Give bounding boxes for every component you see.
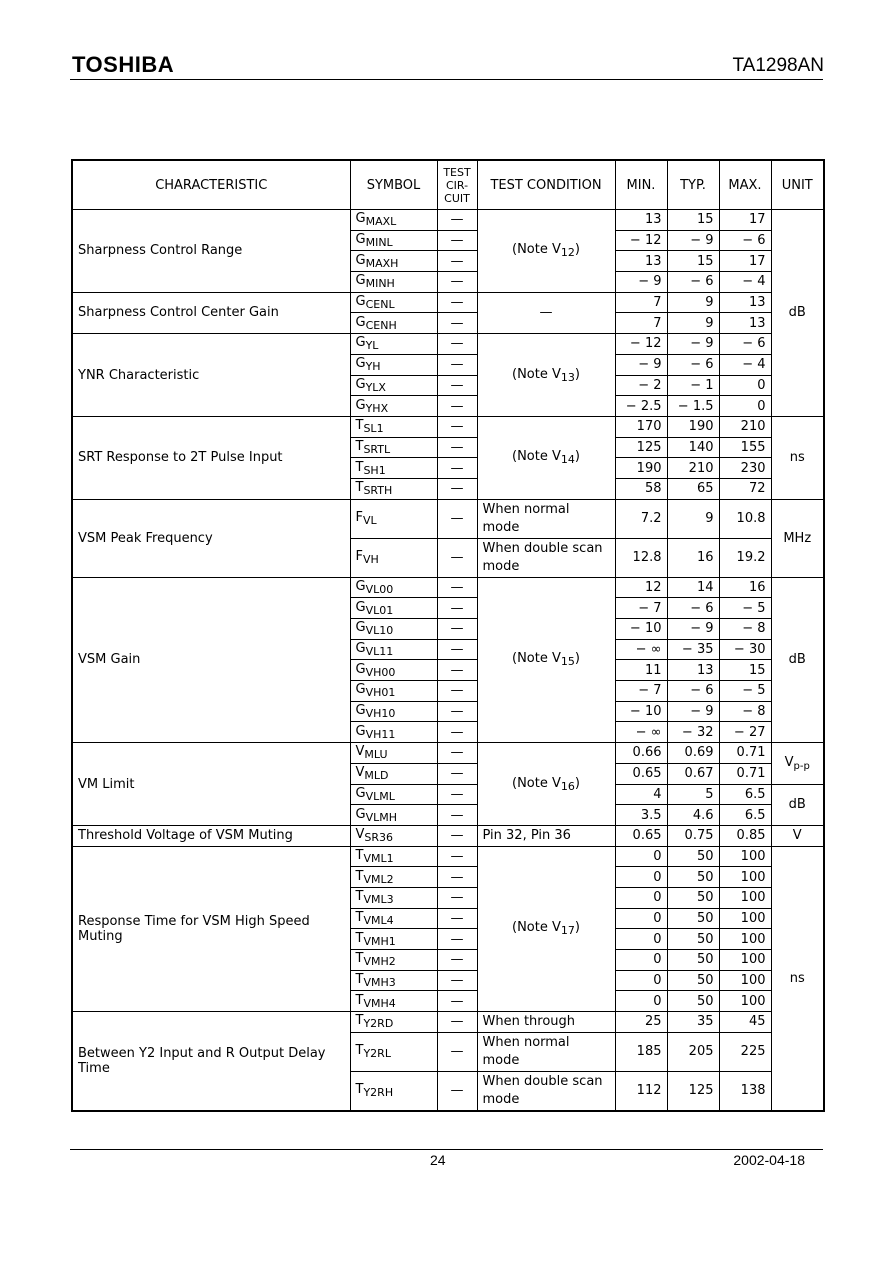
characteristic-cell: Response Time for VSM High Speed Muting <box>72 846 350 1012</box>
max-value: 225 <box>719 1032 771 1071</box>
characteristic-cell: Between Y2 Input and R Output Delay Time <box>72 1012 350 1111</box>
test-circuit-cell: — <box>437 375 477 396</box>
max-value: 100 <box>719 867 771 888</box>
symbol-cell: $T_{VMH2}$ <box>350 950 437 971</box>
typ-value: 140 <box>667 437 719 458</box>
typ-value: − 9 <box>667 701 719 722</box>
col-test-condition: TEST CONDITION <box>477 160 615 210</box>
symbol-cell: $T_{Y2RH}$ <box>350 1071 437 1111</box>
symbol-cell: $T_{SRTH}$ <box>350 478 437 499</box>
typ-value: 5 <box>667 784 719 805</box>
typ-value: − 1.5 <box>667 396 719 417</box>
min-value: 0 <box>615 846 667 867</box>
test-condition-cell: When normal mode <box>477 499 615 538</box>
max-value: 17 <box>719 210 771 231</box>
typ-value: − 6 <box>667 354 719 375</box>
test-circuit-cell: — <box>437 334 477 355</box>
typ-value: 125 <box>667 1071 719 1111</box>
test-circuit-cell: — <box>437 805 477 826</box>
max-value: 0.71 <box>719 763 771 784</box>
symbol-cell: $F_{VH}$ <box>350 538 437 577</box>
symbol-cell: $T_{VML4}$ <box>350 908 437 929</box>
max-value: 19.2 <box>719 538 771 577</box>
typ-value: 14 <box>667 577 719 598</box>
symbol-cell: $V_{SR36}$ <box>350 825 437 846</box>
test-circuit-cell: — <box>437 1032 477 1071</box>
table-row <box>72 334 824 355</box>
symbol-cell: $T_{SH1}$ <box>350 458 437 479</box>
min-value: 12 <box>615 577 667 598</box>
table-row <box>72 846 824 867</box>
test-condition-cell: When through <box>477 1012 615 1033</box>
typ-value: 4.6 <box>667 805 719 826</box>
characteristic-cell: VSM Gain <box>72 577 350 743</box>
symbol-cell: $G_{VH01}$ <box>350 681 437 702</box>
col-characteristic: CHARACTERISTIC <box>72 160 350 210</box>
min-value: 11 <box>615 660 667 681</box>
table-row <box>72 499 824 538</box>
symbol-cell: $G_{VH11}$ <box>350 722 437 743</box>
table-header-row <box>72 160 824 210</box>
test-circuit-cell: — <box>437 639 477 660</box>
max-value: 6.5 <box>719 784 771 805</box>
min-value: 0 <box>615 887 667 908</box>
symbol-cell: $T_{VMH3}$ <box>350 970 437 991</box>
test-circuit-cell: — <box>437 763 477 784</box>
table-row <box>72 416 824 437</box>
unit-cell: MHz <box>771 499 824 577</box>
min-value: − 2.5 <box>615 396 667 417</box>
typ-value: 50 <box>667 867 719 888</box>
max-value: 17 <box>719 251 771 272</box>
max-value: 0.71 <box>719 743 771 764</box>
min-value: − 12 <box>615 230 667 251</box>
test-circuit-cell: — <box>437 681 477 702</box>
test-condition-cell: (Note $V_{15}$) <box>477 577 615 743</box>
unit-cell: dB <box>771 577 824 743</box>
max-value: − 30 <box>719 639 771 660</box>
min-value: 185 <box>615 1032 667 1071</box>
typ-value: 50 <box>667 950 719 971</box>
min-value: 112 <box>615 1071 667 1111</box>
min-value: − 2 <box>615 375 667 396</box>
test-condition-cell: (Note $V_{13}$) <box>477 334 615 417</box>
max-value: − 5 <box>719 681 771 702</box>
typ-value: 0.67 <box>667 763 719 784</box>
test-circuit-cell: — <box>437 354 477 375</box>
unit-cell: V <box>771 825 824 846</box>
symbol-cell: $T_{VML3}$ <box>350 887 437 908</box>
max-value: 45 <box>719 1012 771 1033</box>
typ-value: 9 <box>667 292 719 313</box>
table-row <box>72 1012 824 1033</box>
typ-value: 50 <box>667 887 719 908</box>
min-value: − ∞ <box>615 639 667 660</box>
max-value: 100 <box>719 991 771 1012</box>
max-value: 100 <box>719 950 771 971</box>
min-value: 13 <box>615 251 667 272</box>
test-circuit-cell: — <box>437 970 477 991</box>
typ-value: 0.69 <box>667 743 719 764</box>
table-body <box>72 210 824 1111</box>
typ-value: 50 <box>667 908 719 929</box>
unit-cell: dB <box>771 784 824 825</box>
typ-value: − 32 <box>667 722 719 743</box>
test-circuit-cell: — <box>437 660 477 681</box>
col-max: MAX. <box>719 160 771 210</box>
test-circuit-cell: — <box>437 313 477 334</box>
max-value: 6.5 <box>719 805 771 826</box>
max-value: 0.85 <box>719 825 771 846</box>
max-value: 210 <box>719 416 771 437</box>
unit-cell: ns <box>771 416 824 499</box>
typ-value: 50 <box>667 991 719 1012</box>
min-value: − 7 <box>615 598 667 619</box>
footer-rule <box>70 1149 823 1150</box>
test-circuit-cell: — <box>437 887 477 908</box>
min-value: 0 <box>615 970 667 991</box>
test-condition-cell: (Note $V_{16}$) <box>477 743 615 826</box>
max-value: 230 <box>719 458 771 479</box>
symbol-cell: $T_{VML1}$ <box>350 846 437 867</box>
test-circuit-cell: — <box>437 598 477 619</box>
min-value: 58 <box>615 478 667 499</box>
col-unit: UNIT <box>771 160 824 210</box>
test-circuit-cell: — <box>437 416 477 437</box>
symbol-cell: $G_{MINH}$ <box>350 272 437 293</box>
table-row <box>72 577 824 598</box>
test-circuit-cell: — <box>437 991 477 1012</box>
typ-value: 210 <box>667 458 719 479</box>
characteristic-cell: VM Limit <box>72 743 350 826</box>
min-value: 12.8 <box>615 538 667 577</box>
characteristic-cell: Sharpness Control Center Gain <box>72 292 350 333</box>
max-value: 100 <box>719 887 771 908</box>
unit-cell: $V_{p-p}$ <box>771 743 824 784</box>
min-value: 125 <box>615 437 667 458</box>
symbol-cell: $T_{SL1}$ <box>350 416 437 437</box>
max-value: 100 <box>719 846 771 867</box>
min-value: − 12 <box>615 334 667 355</box>
symbol-cell: $T_{VMH4}$ <box>350 991 437 1012</box>
test-condition-cell: Pin 32, Pin 36 <box>477 825 615 846</box>
min-value: 3.5 <box>615 805 667 826</box>
max-value: 15 <box>719 660 771 681</box>
typ-value: − 9 <box>667 619 719 640</box>
test-circuit-cell: — <box>437 396 477 417</box>
max-value: 100 <box>719 908 771 929</box>
test-circuit-cell: — <box>437 929 477 950</box>
symbol-cell: $G_{YHX}$ <box>350 396 437 417</box>
typ-value: 50 <box>667 846 719 867</box>
unit-cell: ns <box>771 846 824 1111</box>
typ-value: 9 <box>667 499 719 538</box>
max-value: 0 <box>719 375 771 396</box>
min-value: 0 <box>615 950 667 971</box>
test-circuit-cell: — <box>437 846 477 867</box>
symbol-cell: $T_{VML2}$ <box>350 867 437 888</box>
table-row <box>72 743 824 764</box>
test-circuit-cell: — <box>437 272 477 293</box>
typ-value: − 6 <box>667 272 719 293</box>
test-circuit-cell: — <box>437 251 477 272</box>
test-circuit-cell: — <box>437 478 477 499</box>
symbol-cell: $G_{MINL}$ <box>350 230 437 251</box>
max-value: − 4 <box>719 272 771 293</box>
symbol-cell: $T_{Y2RD}$ <box>350 1012 437 1033</box>
max-value: 16 <box>719 577 771 598</box>
min-value: 190 <box>615 458 667 479</box>
symbol-cell: $G_{VL11}$ <box>350 639 437 660</box>
min-value: 0 <box>615 867 667 888</box>
typ-value: 35 <box>667 1012 719 1033</box>
symbol-cell: $G_{CENH}$ <box>350 313 437 334</box>
min-value: 0.66 <box>615 743 667 764</box>
max-value: 100 <box>719 929 771 950</box>
min-value: 4 <box>615 784 667 805</box>
symbol-cell: $V_{MLU}$ <box>350 743 437 764</box>
symbol-cell: $G_{VL10}$ <box>350 619 437 640</box>
test-circuit-cell: — <box>437 701 477 722</box>
symbol-cell: $G_{YLX}$ <box>350 375 437 396</box>
test-circuit-cell: — <box>437 825 477 846</box>
test-circuit-cell: — <box>437 230 477 251</box>
min-value: 0.65 <box>615 763 667 784</box>
characteristic-cell: Threshold Voltage of VSM Muting <box>72 825 350 846</box>
max-value: − 6 <box>719 230 771 251</box>
max-value: 72 <box>719 478 771 499</box>
test-circuit-cell: — <box>437 867 477 888</box>
document-date: 2002-04-18 <box>733 1152 805 1168</box>
test-circuit-cell: — <box>437 619 477 640</box>
typ-value: 15 <box>667 251 719 272</box>
symbol-cell: $T_{Y2RL}$ <box>350 1032 437 1071</box>
test-circuit-cell: — <box>437 722 477 743</box>
min-value: − 10 <box>615 701 667 722</box>
symbol-cell: $G_{VH00}$ <box>350 660 437 681</box>
max-value: − 8 <box>719 701 771 722</box>
test-condition-cell: When normal mode <box>477 1032 615 1071</box>
max-value: 13 <box>719 292 771 313</box>
electrical-characteristics-table <box>71 159 825 1112</box>
typ-value: 0.75 <box>667 825 719 846</box>
min-value: − 7 <box>615 681 667 702</box>
symbol-cell: $G_{MAXL}$ <box>350 210 437 231</box>
typ-value: 15 <box>667 210 719 231</box>
unit-cell: dB <box>771 210 824 417</box>
symbol-cell: $G_{MAXH}$ <box>350 251 437 272</box>
test-circuit-cell: — <box>437 577 477 598</box>
max-value: 155 <box>719 437 771 458</box>
max-value: − 27 <box>719 722 771 743</box>
test-circuit-cell: — <box>437 950 477 971</box>
test-condition-cell: — <box>477 292 615 333</box>
typ-value: − 6 <box>667 598 719 619</box>
typ-value: 190 <box>667 416 719 437</box>
characteristic-cell: YNR Characteristic <box>72 334 350 417</box>
test-circuit-cell: — <box>437 1071 477 1111</box>
min-value: − 9 <box>615 272 667 293</box>
max-value: − 4 <box>719 354 771 375</box>
symbol-cell: $T_{SRTL}$ <box>350 437 437 458</box>
symbol-cell: $G_{VL00}$ <box>350 577 437 598</box>
typ-value: 65 <box>667 478 719 499</box>
typ-value: 16 <box>667 538 719 577</box>
test-circuit-cell: — <box>437 458 477 479</box>
characteristic-cell: SRT Response to 2T Pulse Input <box>72 416 350 499</box>
col-test-circuit: TEST CIR- CUIT <box>437 160 477 210</box>
min-value: − 10 <box>615 619 667 640</box>
test-circuit-cell: — <box>437 784 477 805</box>
table-row <box>72 825 824 846</box>
typ-value: − 6 <box>667 681 719 702</box>
symbol-cell: $G_{VLMH}$ <box>350 805 437 826</box>
test-circuit-cell: — <box>437 538 477 577</box>
table-row <box>72 292 824 313</box>
typ-value: 13 <box>667 660 719 681</box>
test-circuit-cell: — <box>437 743 477 764</box>
min-value: 0 <box>615 929 667 950</box>
symbol-cell: $G_{YH}$ <box>350 354 437 375</box>
min-value: 7 <box>615 313 667 334</box>
characteristic-cell: VSM Peak Frequency <box>72 499 350 577</box>
typ-value: − 35 <box>667 639 719 660</box>
col-min: MIN. <box>615 160 667 210</box>
symbol-cell: $F_{VL}$ <box>350 499 437 538</box>
symbol-cell: $V_{MLD}$ <box>350 763 437 784</box>
page-number: 24 <box>430 1152 446 1168</box>
typ-value: − 9 <box>667 334 719 355</box>
max-value: − 8 <box>719 619 771 640</box>
characteristic-cell: Sharpness Control Range <box>72 210 350 293</box>
max-value: − 5 <box>719 598 771 619</box>
min-value: 0 <box>615 908 667 929</box>
min-value: 0.65 <box>615 825 667 846</box>
brand-logo: TOSHIBA <box>72 52 175 77</box>
symbol-cell: $G_{YL}$ <box>350 334 437 355</box>
test-condition-cell: When double scan mode <box>477 538 615 577</box>
test-condition-cell: (Note $V_{17}$) <box>477 846 615 1012</box>
min-value: 7 <box>615 292 667 313</box>
max-value: 0 <box>719 396 771 417</box>
symbol-cell: $G_{CENL}$ <box>350 292 437 313</box>
test-condition-cell: (Note $V_{12}$) <box>477 210 615 293</box>
max-value: 10.8 <box>719 499 771 538</box>
test-condition-cell: (Note $V_{14}$) <box>477 416 615 499</box>
test-circuit-cell: — <box>437 1012 477 1033</box>
test-circuit-cell: — <box>437 437 477 458</box>
symbol-cell: $T_{VMH1}$ <box>350 929 437 950</box>
part-number: TA1298AN <box>732 55 824 76</box>
typ-value: − 9 <box>667 230 719 251</box>
typ-value: 50 <box>667 929 719 950</box>
max-value: 13 <box>719 313 771 334</box>
max-value: − 6 <box>719 334 771 355</box>
col-typ: TYP. <box>667 160 719 210</box>
symbol-cell: $G_{VLML}$ <box>350 784 437 805</box>
typ-value: 50 <box>667 970 719 991</box>
test-circuit-cell: — <box>437 908 477 929</box>
min-value: 0 <box>615 991 667 1012</box>
test-circuit-cell: — <box>437 292 477 313</box>
typ-value: 205 <box>667 1032 719 1071</box>
header-rule <box>70 79 823 80</box>
table-row <box>72 210 824 231</box>
min-value: 13 <box>615 210 667 231</box>
typ-value: 9 <box>667 313 719 334</box>
max-value: 138 <box>719 1071 771 1111</box>
typ-value: − 1 <box>667 375 719 396</box>
min-value: − 9 <box>615 354 667 375</box>
test-circuit-cell: — <box>437 210 477 231</box>
symbol-cell: $G_{VH10}$ <box>350 701 437 722</box>
min-value: 25 <box>615 1012 667 1033</box>
test-condition-cell: When double scan mode <box>477 1071 615 1111</box>
symbol-cell: $G_{VL01}$ <box>350 598 437 619</box>
min-value: 7.2 <box>615 499 667 538</box>
min-value: 170 <box>615 416 667 437</box>
test-circuit-cell: — <box>437 499 477 538</box>
min-value: − ∞ <box>615 722 667 743</box>
col-symbol: SYMBOL <box>350 160 437 210</box>
max-value: 100 <box>719 970 771 991</box>
